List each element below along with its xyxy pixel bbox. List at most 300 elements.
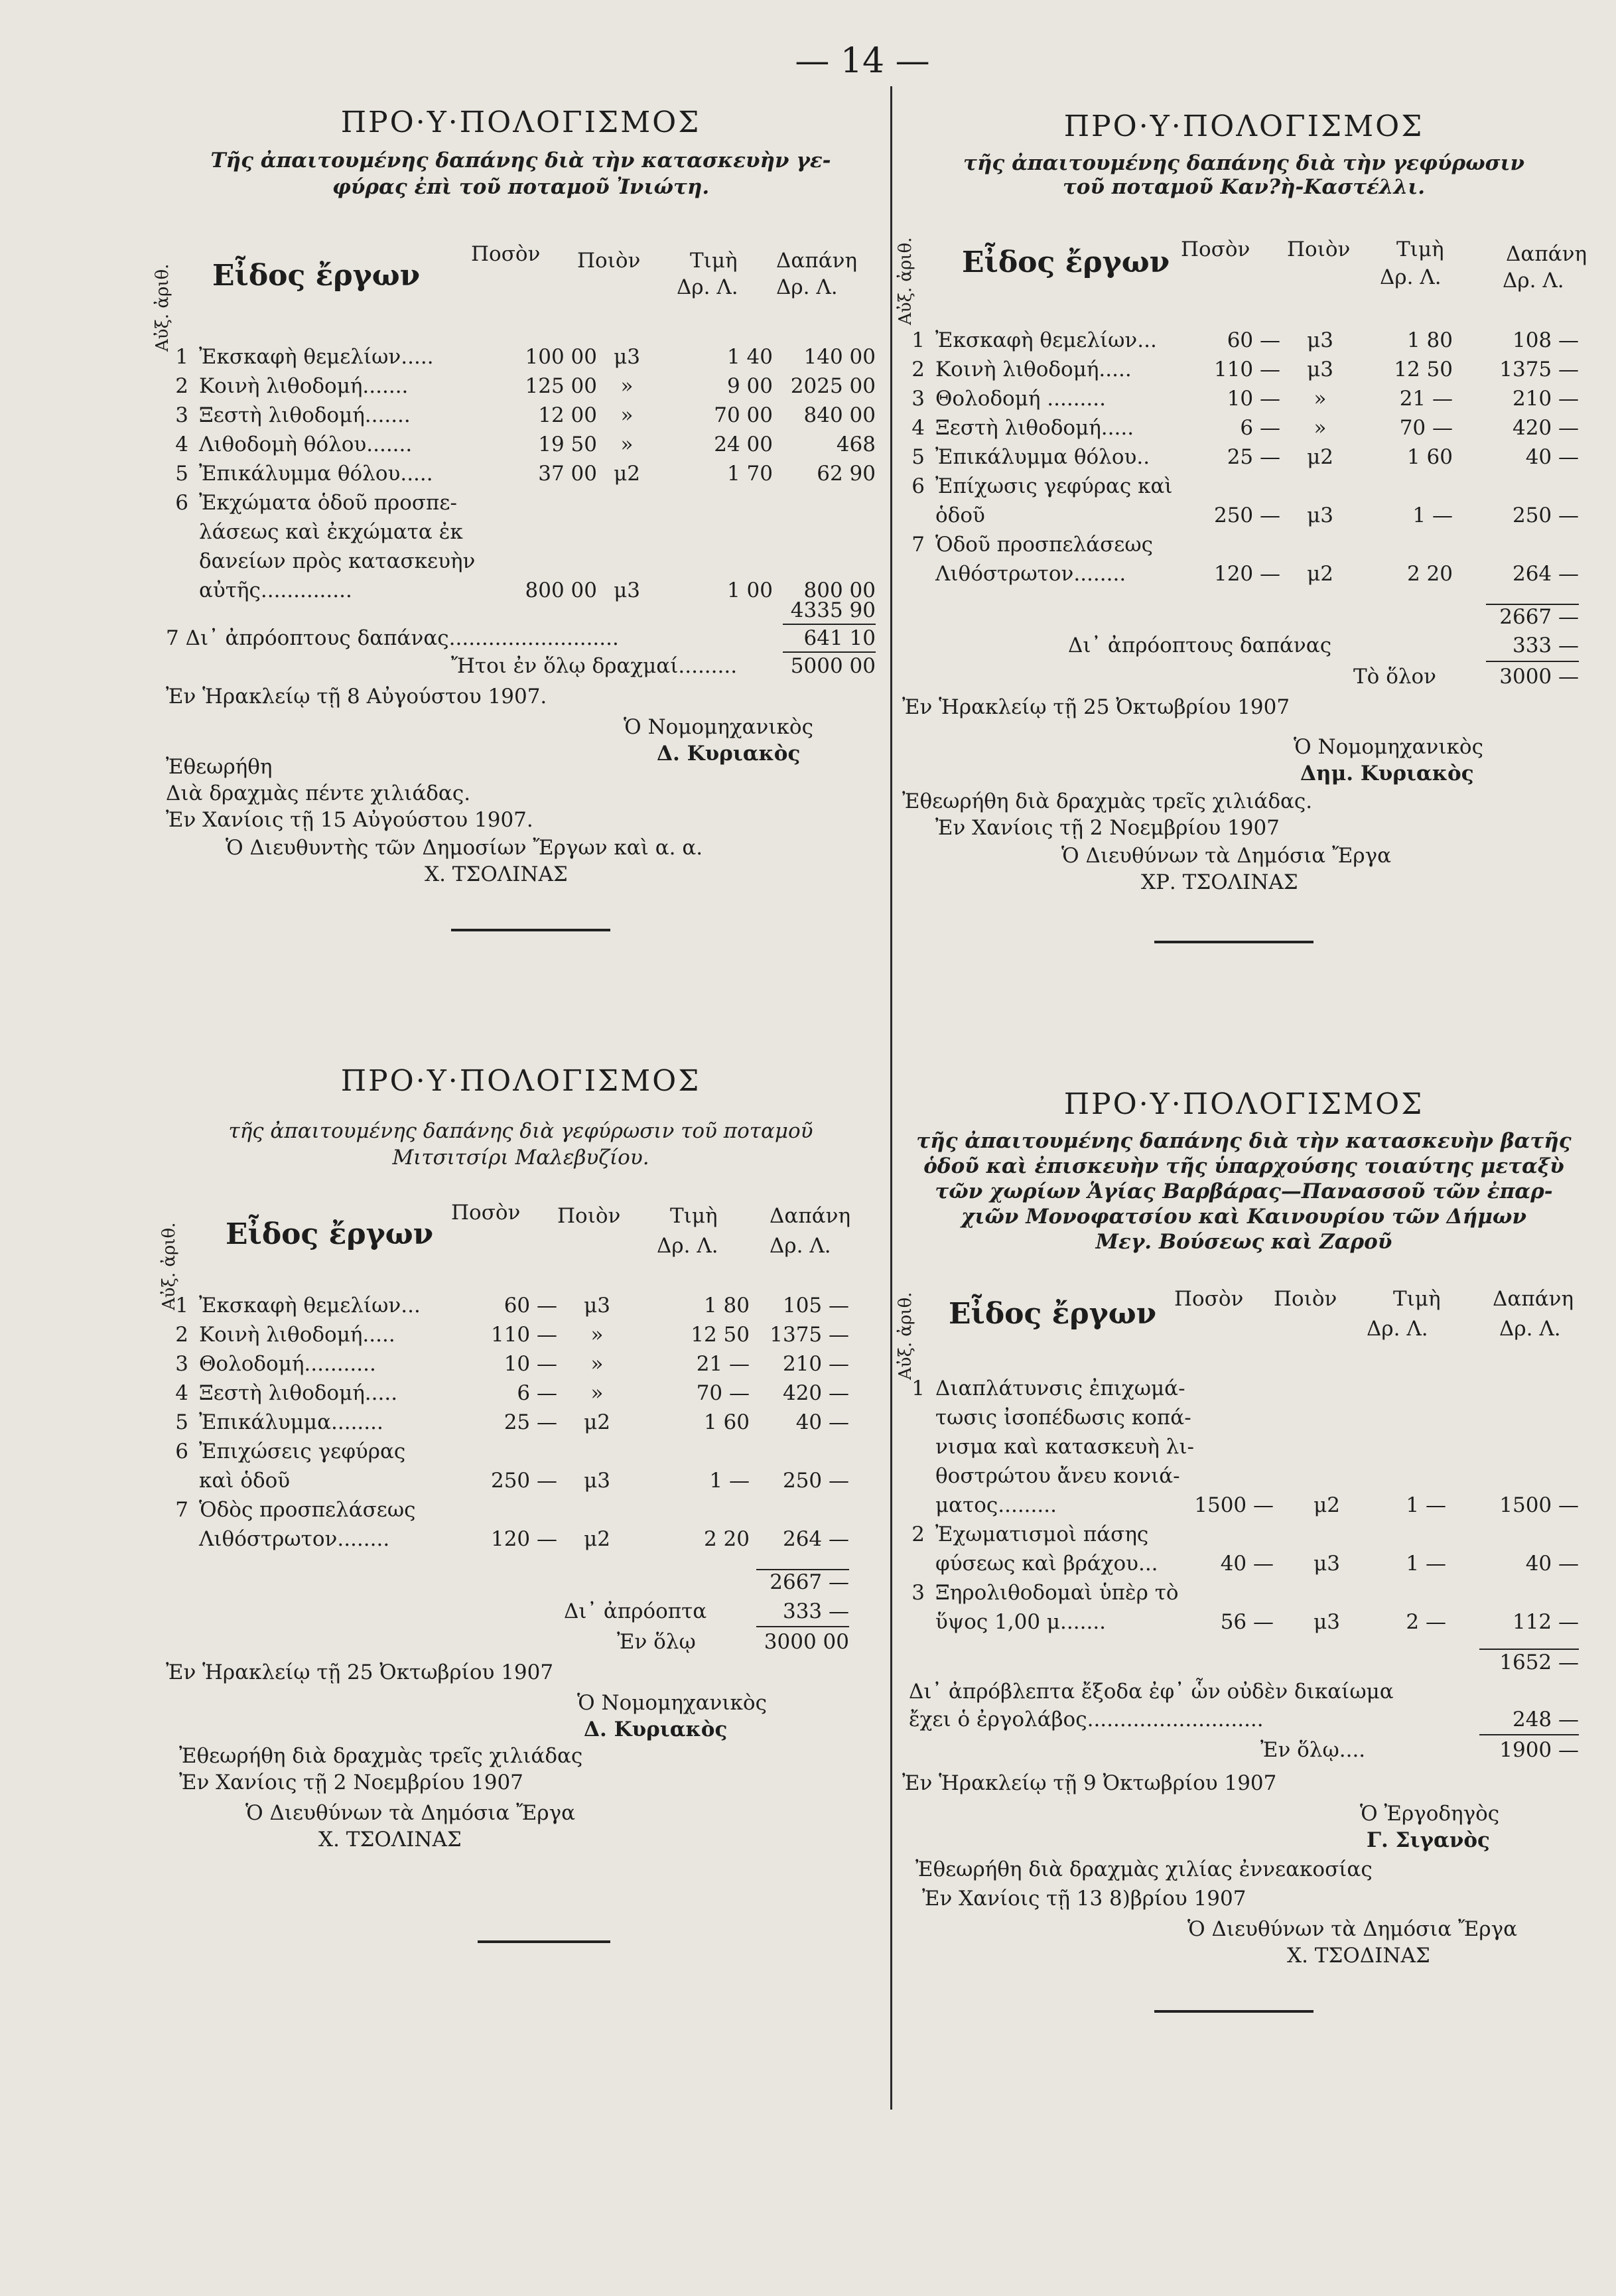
item-price: 1 — [1412,504,1453,527]
separator-rule [1154,2010,1313,2013]
item-description: Λιθόστρωτον........ [199,1527,390,1551]
table-row [902,1493,1585,1522]
item-unit: μ3 [1313,1610,1340,1634]
item-description: Ἐπίχωσις γεφύρας καὶ [935,474,1173,498]
item-description: ὕψος 1,00 μ....... [935,1610,1107,1634]
director-title: Ὁ Διευθυντὴς τῶν Δημοσίων Ἔργων καὶ α. α. [226,836,703,860]
item-description: Ξεστὴ λιθοδομή....... [199,403,411,427]
table-row [902,328,1585,358]
item-number: 2 [175,1323,188,1347]
header-timi-unit: Δρ. Λ. [657,1234,718,1258]
item-description: Κοινὴ λιθοδομή....... [199,374,409,398]
item-quantity: 19 50 [538,433,597,456]
item-unit: » [590,1323,604,1347]
item-unit: » [620,403,634,427]
block-subtitle-line: χιῶν Μονοφατσίου καὶ Καινουρίου τῶν Δήμων [961,1205,1526,1229]
header-dapani: Δαπάνη [770,1204,851,1228]
approval-line: Ἐθεωρήθη διὰ δραχμὰς τρεῖς χιλιάδας. [902,789,1313,813]
item-cost: 840 00 [803,403,876,427]
item-description: Ξηρολιθοδομαὶ ὑπὲρ τὸ [935,1581,1179,1605]
director-title: Ὁ Διευθύνων τὰ Δημόσια Ἔργα [245,1801,576,1825]
item-unit: μ3 [1307,328,1333,352]
approval-line: Ἐθεωρήθη [166,755,273,779]
header-dapani: Δαπάνη [776,249,858,273]
header-dapani-unit: Δρ. Λ. [770,1234,831,1258]
item-number: 7 [175,1498,188,1522]
extra-label: Δι᾽ ἀπρόβλεπτα ἔξοδα ἐφ᾽ ὧν οὐδὲν δικαίωμα [909,1680,1394,1704]
item-description: Ἐπιχώσεις γεφύρας [199,1440,406,1463]
header-poson: Ποσὸν [471,242,541,266]
item-price: 1 40 [726,345,773,369]
director-title: Ὁ Διευθύνων τὰ Δημόσια Ἔργα [1061,844,1392,868]
item-number: 2 [175,374,188,398]
item-unit: μ2 [584,1410,610,1434]
item-quantity: 25 — [504,1410,557,1434]
total-rule [756,1626,849,1627]
item-unit: μ2 [614,462,640,486]
engineer-name: Δημ. Κυριακὸς [1300,762,1474,785]
item-quantity: 60 — [504,1294,557,1317]
item-number: 6 [175,491,188,515]
item-number: 2 [911,358,925,381]
item-number: 3 [911,1581,925,1605]
table-row [902,562,1585,591]
header-timi-unit: Δρ. Λ. [1367,1317,1428,1341]
header-dapani-unit: Δρ. Λ. [1499,1317,1561,1341]
date-line: Ἐν Ἡρακλείῳ τῇ 25 Ὀκτωβρίου 1907 [166,1660,554,1684]
item-cost: 40 — [1525,445,1579,469]
header-poson: Ποσὸν [1181,237,1250,261]
separator-rule [478,1940,610,1943]
item-description: νισμα καὶ κατασκευὴ λι- [935,1435,1194,1459]
item-quantity: 25 — [1227,445,1280,469]
serial-number-label: Αὐξ. ἀριθ. [153,263,172,352]
header-timi-unit: Δρ. Λ. [677,275,738,299]
extra-value: 641 10 [803,626,876,650]
header-timi: Τιμὴ [690,249,738,273]
table-row [166,433,876,462]
item-cost: 800 00 [803,578,876,602]
table-row [166,1323,876,1352]
engineer-name: Γ. Σιγανὸς [1367,1828,1490,1852]
item-number: 5 [175,1410,188,1434]
subtotal-value: 2667 — [1499,605,1579,629]
item-price: 21 — [696,1352,750,1376]
item-cost: 250 — [782,1469,849,1493]
item-price: 70 — [1399,416,1453,440]
item-description: Θολοδομή........... [199,1352,376,1376]
table-row [166,403,876,433]
header-poion: Ποιὸν [577,249,641,273]
item-cost: 105 — [782,1294,849,1317]
table-row [902,1581,1585,1610]
item-number: 3 [175,1352,188,1376]
item-description: ὁδοῦ [935,504,985,527]
item-quantity: 1500 — [1194,1493,1274,1517]
table-row [166,1294,876,1323]
block-subtitle-line: φύρας ἐπὶ τοῦ ποταμοῦ Ἰνιώτη. [332,175,710,199]
budget-block-mitsitsiri [159,1064,876,1980]
header-eidos: Εἶδος ἔργων [962,245,1170,279]
block-title: ΠΡΟ·Υ·ΠΟΛΟΓΙΣΜΟΣ [340,105,701,139]
item-quantity: 100 00 [525,345,597,369]
item-price: 9 00 [726,374,773,398]
item-cost: 108 — [1512,328,1579,352]
page-number: — 14 — [795,41,930,81]
block-subtitle-line: τοῦ ποταμοῦ Καν?ὴ-Καστέλλι. [1062,175,1426,199]
engineer-name: Δ. Κυριακὸς [657,742,801,766]
table-row [902,387,1585,416]
item-price: 1 80 [1406,328,1453,352]
total-value: 3000 00 [764,1630,849,1654]
item-quantity: 6 — [1240,416,1280,440]
item-cost: 420 — [1512,416,1579,440]
item-unit: μ3 [584,1469,610,1493]
item-quantity: 60 — [1227,328,1280,352]
header-poson: Ποσὸν [451,1201,521,1225]
item-cost: 210 — [1512,387,1579,411]
block-title: ΠΡΟ·Υ·ΠΟΛΟΓΙΣΜΟΣ [1063,109,1424,143]
subtotal-rule [1479,1649,1579,1650]
item-price: 1 — [709,1469,750,1493]
director-name: ΧΡ. ΤΣΟΛΙΝΑΣ [1141,870,1298,894]
extra-value: 248 — [1512,1708,1579,1731]
table-row [166,1352,876,1381]
extra-label: 7 Δι᾽ ἀπρόοπτους δαπάνας.......................... [166,626,619,650]
item-price: 1 60 [703,1410,750,1434]
header-poion: Ποιὸν [1274,1287,1337,1311]
table-row [902,474,1585,504]
item-number: 5 [911,445,925,469]
table-row [166,345,876,374]
approval-date: Ἐν Χανίοις τῇ 2 Νοεμβρίου 1907 [179,1771,523,1794]
item-description: λάσεως καὶ ἐκχώματα ἐκ [199,520,463,544]
item-number: 1 [911,328,925,352]
table-row [166,578,876,608]
item-description: φύσεως καὶ βράχου... [935,1552,1158,1576]
approval-date: Ἐν Χανίοις τῇ 2 Νοεμβρίου 1907 [935,816,1280,840]
total-value: 5000 00 [790,654,876,678]
header-eidos: Εἶδος ἔργων [212,259,421,293]
item-quantity: 110 — [1213,358,1280,381]
header-eidos: Εἶδος ἔργων [226,1217,434,1251]
item-unit: » [590,1352,604,1376]
item-unit: » [1313,416,1327,440]
serial-number-label: Αὐξ. ἀριθ. [896,1292,915,1380]
item-description: Ἐπικάλυμμα........ [199,1410,383,1434]
table-row [902,1610,1585,1639]
item-number: 4 [175,433,188,456]
item-description: Ἐκχώματα ὁδοῦ προσπε- [199,491,457,515]
table-row [166,1469,876,1498]
item-number: 1 [911,1377,925,1400]
extra-value: 333 — [1512,634,1579,657]
engineer-title: Ὁ Ἐργοδηγὸς [1360,1802,1500,1826]
item-unit: » [590,1381,604,1405]
item-cost: 264 — [1512,562,1579,586]
item-unit: » [620,374,634,398]
separator-rule [1154,941,1313,943]
header-timi-unit: Δρ. Λ. [1380,265,1442,289]
item-number: 6 [911,474,925,498]
item-unit: μ3 [1313,1552,1340,1576]
total-rule [1486,661,1579,662]
item-cost: 40 — [795,1410,849,1434]
item-description: Ἐκσκαφὴ θεμελίων... [935,328,1157,352]
item-number: 1 [175,345,188,369]
total-value: 1900 — [1499,1738,1579,1762]
item-price: 12 50 [1394,358,1453,381]
item-description: θοστρώτου ἄνευ κονιά- [935,1464,1180,1488]
header-dapani: Δαπάνη [1493,1287,1574,1311]
item-description: Διαπλάτυνσις ἐπιχωμά- [935,1377,1185,1400]
item-price: 1 — [1406,1493,1446,1517]
approval-date: Ἐν Χανίοις τῇ 15 Αὐγούστου 1907. [166,808,533,832]
item-unit: μ3 [614,345,640,369]
item-quantity: 56 — [1220,1610,1274,1634]
item-price: 1 80 [703,1294,750,1317]
item-number: 2 [911,1522,925,1546]
table-row [902,1406,1585,1435]
table-row [166,1498,876,1527]
item-price: 12 50 [691,1323,750,1347]
item-description: ματος......... [935,1493,1057,1517]
item-cost: 1375 — [1499,358,1579,381]
item-quantity: 10 — [1227,387,1280,411]
item-description: Ξεστὴ λιθοδομή..... [935,416,1134,440]
table-row [166,520,876,549]
item-price: 70 00 [714,403,773,427]
item-description: Λιθοδομὴ θόλου....... [199,433,413,456]
budget-block-agia-varvara [896,1087,1585,2083]
table-row [902,1522,1585,1552]
item-quantity: 800 00 [525,578,597,602]
approval-line: Ἐθεωρήθη διὰ δραχμὰς χιλίας ἐννεακοσίας [915,1857,1373,1881]
item-cost: 210 — [782,1352,849,1376]
item-quantity: 12 00 [538,403,597,427]
block-subtitle-line: ὁδοῦ καὶ ἐπισκευὴν τῆς ὑπαρχούσης τοιαύτης μεταξὺ [923,1154,1564,1178]
item-description: τωσις ἰσοπέδωσις κοπά- [935,1406,1191,1430]
item-quantity: 125 00 [525,374,597,398]
approval-line: Ἐθεωρήθη διὰ δραχμὰς τρεῖς χιλιάδας [179,1744,583,1768]
total-label: Ἐν ὅλῳ [617,1630,696,1654]
table-row [902,504,1585,533]
subtotal-value: 2667 — [770,1570,849,1594]
block-subtitle-line: Μεγ. Βούσεως καὶ Ζαροῦ [1095,1230,1392,1254]
item-quantity: 110 — [490,1323,557,1347]
item-number: 4 [911,416,925,440]
item-description: Λιθόστρωτον........ [935,562,1126,586]
header-timi: Τιμὴ [1396,237,1444,261]
item-cost: 264 — [782,1527,849,1551]
table-row [166,374,876,403]
item-number: 3 [911,387,925,411]
item-cost: 420 — [782,1381,849,1405]
item-cost: 1375 — [770,1323,849,1347]
extra-label: Δι᾽ ἀπρόοπτους δαπάνας [1068,634,1332,657]
item-unit: μ3 [584,1294,610,1317]
date-line: Ἐν Ἡρακλείῳ τῇ 9 Ὀκτωβρίου 1907 [902,1771,1277,1795]
item-cost: 468 [836,433,876,456]
item-price: 1 60 [1406,445,1453,469]
item-cost: 40 — [1525,1552,1579,1576]
block-subtitle-line: τῆς ἀπαιτουμένης δαπάνης διὰ τὴν κατασκευὴν βατῆς [916,1129,1572,1153]
block-subtitle-line: τῶν χωρίων Ἁγίας Βαρβάρας—Πανασσοῦ τῶν ἐπαρ- [935,1180,1553,1203]
item-unit: » [1313,387,1327,411]
total-label: Ἐν ὅλῳ.... [1260,1738,1366,1762]
date-line: Ἐν Ἡρακλείῳ τῇ 8 Αὐγούστου 1907. [166,685,547,709]
subtotal-value: 1652 — [1499,1651,1579,1674]
header-eidos: Εἶδος ἔργων [949,1297,1157,1331]
header-poson: Ποσὸν [1174,1287,1244,1311]
budget-block-inioti [153,105,876,935]
table-row [902,533,1585,562]
item-price: 1 00 [726,578,773,602]
item-quantity: 120 — [1213,562,1280,586]
item-cost: 2025 00 [790,374,876,398]
item-price: 2 — [1406,1610,1446,1634]
item-cost: 62 90 [817,462,876,486]
total-rule [783,651,876,653]
item-unit: μ3 [1307,504,1333,527]
item-cost: 112 — [1512,1610,1579,1634]
item-price: 24 00 [714,433,773,456]
table-row [166,1527,876,1556]
extra-label-continued: ἔχει ὁ ἐργολάβος........................... [909,1708,1264,1731]
table-row [902,1435,1585,1464]
director-name: Χ. ΤΣΟΔΙΝΑΣ [1287,1944,1430,1968]
item-description: αὐτῆς.............. [199,578,352,602]
table-row [166,1381,876,1410]
item-description: Ἐκσκαφὴ θεμελίων... [199,1294,421,1317]
table-row [166,462,876,491]
table-row [902,1552,1585,1581]
director-name: Χ. ΤΣΟΛΙΝΑΣ [425,862,568,886]
separator-rule [451,929,610,931]
item-description: Ὁδὸς προσπελάσεως [199,1498,416,1522]
engineer-name: Δ. Κυριακὸς [584,1718,728,1741]
item-price: 2 20 [1406,562,1453,586]
director-title: Ὁ Διευθύνων τὰ Δημόσια Ἔργα [1187,1917,1518,1941]
item-unit: μ3 [1307,358,1333,381]
header-dapani-unit: Δρ. Λ. [776,275,838,299]
table-row [902,1377,1585,1406]
total-value: 3000 — [1499,665,1579,689]
item-quantity: 10 — [504,1352,557,1376]
item-cost: 140 00 [803,345,876,369]
item-description: Κοινὴ λιθοδομή..... [935,358,1132,381]
table-row [166,549,876,578]
item-unit: μ3 [614,578,640,602]
item-quantity: 40 — [1220,1552,1274,1576]
subtotal-value: 4335 90 [790,598,876,622]
item-price: 1 — [1406,1552,1446,1576]
item-unit: μ2 [1313,1493,1340,1517]
table-row [166,1410,876,1440]
item-description: Κοινὴ λιθοδομή..... [199,1323,395,1347]
block-subtitle-line: Μιτσιτσίρι Μαλεβυζίου. [392,1146,649,1170]
item-price: 21 — [1399,387,1453,411]
extra-label: Δι᾽ ἀπρόοπτα [564,1599,707,1623]
total-label: Ἤτοι ἐν ὅλῳ δραχμαί......... [451,654,738,678]
item-description: Ξεστὴ λιθοδομή..... [199,1381,398,1405]
header-timi: Τιμὴ [670,1204,718,1228]
column-divider [890,86,892,2110]
total-label: Τὸ ὅλον [1353,665,1437,689]
engineer-title: Ὁ Νομομηχανικὸς [1294,735,1483,759]
item-quantity: 250 — [490,1469,557,1493]
item-number: 1 [175,1294,188,1317]
item-description: Ἐπικάλυμμα θόλου.. [935,445,1150,469]
item-description: Ἐκσκαφὴ θεμελίων..... [199,345,434,369]
table-row [166,1440,876,1469]
header-poion: Ποιὸν [1287,237,1351,261]
item-number: 3 [175,403,188,427]
date-line: Ἐν Ἡρακλείῳ τῇ 25 Ὀκτωβρίου 1907 [902,695,1290,719]
item-price: 1 70 [726,462,773,486]
item-number: 7 [911,533,925,557]
item-description: Ὁδοῦ προσπελάσεως [935,533,1153,557]
table-row [902,445,1585,474]
item-unit: μ2 [1307,445,1333,469]
budget-block-kastelli [896,106,1587,969]
approval-amount: Διὰ δραχμὰς πέντε χιλιάδας. [166,781,471,805]
engineer-title: Ὁ Νομομηχανικὸς [624,715,813,739]
item-number: 6 [175,1440,188,1463]
item-number: 5 [175,462,188,486]
serial-number-label: Αὐξ. ἀριθ. [896,237,915,325]
item-cost: 250 — [1512,504,1579,527]
item-quantity: 120 — [490,1527,557,1551]
item-price: 2 20 [703,1527,750,1551]
item-quantity: 37 00 [538,462,597,486]
approval-date: Ἐν Χανίοις τῇ 13 8)βρίου 1907 [922,1887,1246,1911]
subtotal-rule [783,624,876,625]
item-unit: μ2 [584,1527,610,1551]
header-timi: Τιμὴ [1393,1287,1441,1311]
item-description: Θολοδομή ......... [935,387,1106,411]
director-name: Χ. ΤΣΟΛΙΝΑΣ [318,1828,462,1852]
extra-value: 333 — [782,1599,849,1623]
item-cost: 1500 — [1499,1493,1579,1517]
serial-number-label: Αὐξ. ἀριθ. [159,1222,179,1310]
engineer-title: Ὁ Νομομηχανικὸς [577,1691,767,1715]
item-description: Ἐχωματισμοὶ πάσης [935,1522,1149,1546]
header-poion: Ποιὸν [557,1204,621,1228]
item-description: δανείων πρὸς κατασκευὴν [199,549,476,573]
item-unit: » [620,433,634,456]
header-dapani: Δαπάνη [1506,242,1587,266]
header-dapani-unit: Δρ. Λ. [1503,269,1564,293]
table-row [166,491,876,520]
item-description: Ἐπικάλυμμα θόλου..... [199,462,433,486]
table-row [902,416,1585,445]
item-number: 4 [175,1381,188,1405]
item-price: 70 — [696,1381,750,1405]
item-quantity: 250 — [1213,504,1280,527]
block-subtitle-line: τῆς ἀπαιτουμένης δαπάνης διὰ τὴν γεφύρωσιν [963,151,1524,175]
item-unit: μ2 [1307,562,1333,586]
block-subtitle-line: τῆς ἀπαιτουμένης δαπάνης διὰ γεφύρωσιν τοῦ ποταμοῦ [228,1119,813,1143]
block-title: ΠΡΟ·Υ·ΠΟΛΟΓΙΣΜΟΣ [340,1064,701,1098]
item-description: καὶ ὁδοῦ [199,1469,291,1493]
table-row [902,358,1585,387]
total-rule [1479,1734,1579,1735]
item-quantity: 6 — [517,1381,557,1405]
block-subtitle-line: Τῆς ἀπαιτουμένης δαπάνης διὰ τὴν κατασκευὴν γε- [210,149,831,172]
table-row [902,1464,1585,1493]
block-title: ΠΡΟ·Υ·ΠΟΛΟΓΙΣΜΟΣ [1063,1087,1424,1121]
